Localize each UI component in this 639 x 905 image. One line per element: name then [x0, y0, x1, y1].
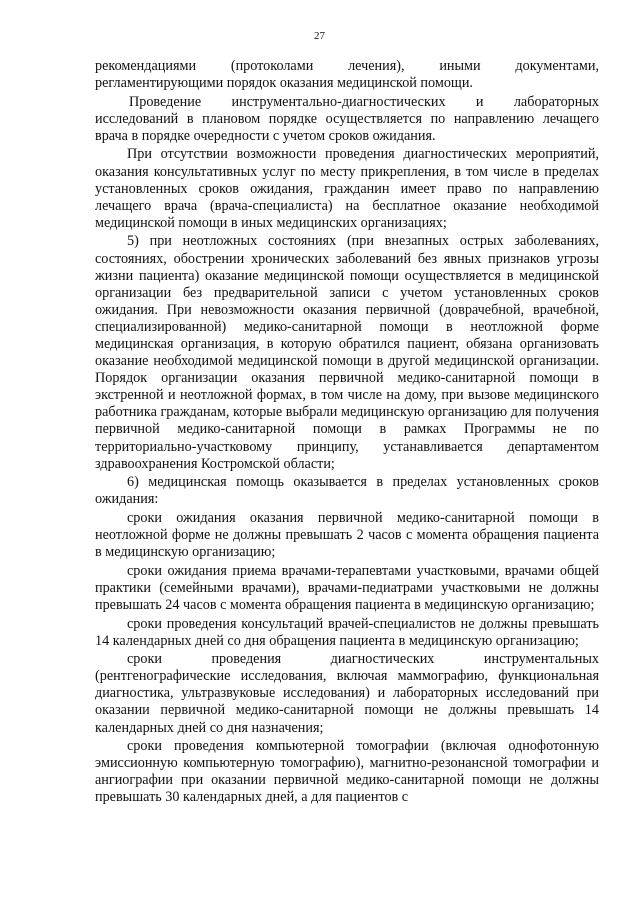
paragraph: 6) медицинская помощь оказывается в пределах установленных сроков ожидания: [95, 474, 599, 508]
paragraph: сроки проведения компьютерной томографии (включая однофотонную эмиссионную компьютерную томографию), магнитно-резонансной томографии и ангиографии при оказании первичной медико-санитарной помощи не должны превышать 30 календарных дней, а для пациентов с [95, 738, 599, 806]
paragraph: сроки проведения диагностических инструментальных (рентгенографические исследования, включая маммографию, функциональная диагностика, ультразвуковые исследования) и лабораторных исследований при оказании первичной медико-санитарной помощи не должны превышать 14 календарных дней со дня назначения; [95, 651, 599, 736]
paragraph: рекомендациями (протоколами лечения), иными документами, регламентирующими порядок оказания медицинской помощи. [95, 58, 599, 92]
paragraph: сроки ожидания приема врачами-терапевтами участковыми, врачами общей практики (семейными врачами), врачами-педиатрами участковыми не должны превышать 24 часов с момента обращения пациента в медицинскую организацию; [95, 562, 599, 613]
paragraph: При отсутствии возможности проведения диагностических мероприятий, оказания консультативных услуг по месту прикрепления, в том числе в пределах установленных сроков ожидания, гражданин имеет право по направлению лечащего врача (врача-специалиста) на бесплатное оказание необходимой медицинской помощи в иных медицинских организациях; [95, 146, 599, 231]
paragraph: сроки проведения консультаций врачей-специалистов не должны превышать 14 календарных дней со дня обращения пациента в медицинскую организацию; [95, 615, 599, 649]
paragraph: сроки ожидания оказания первичной медико-санитарной помощи в неотложной форме не должны превышать 2 часов с момента обращения пациента в медицинскую организацию; [95, 509, 599, 561]
paragraph: 5) при неотложных состояниях (при внезапных острых заболеваниях, состояниях, обострении хронических заболеваний без явных признаков угрозы жизни пациента) оказание медицинской помощи осуществляется в медицинской организации без предварительной записи с учетом установленных сроков ожидания. При невозможности оказания первичной (доврачебной, врачебной, специализированной) медико-санитарной помощи в неотложной форме медицинская организация, в которую обратился пациент, обязана организовать оказание необходимой медицинской помощи в другой медицинской организации. Порядок организации оказания первичной медико-санитарной помощи в экстренной и неотложной формах, в том числе на дому, при вызове медицинского работника гражданам, которые выбрали медицинскую организацию для получения первичной медико-санитарной помощи в рамках Программы не по территориально-участковому принципу, устанавливается департаментом здравоохранения Костромской области; [95, 233, 599, 472]
page-number: 27 [314, 30, 325, 42]
paragraph: Проведение инструментально-диагностических и лабораторных исследований в плановом порядке осуществляется по направлению лечащего врача в порядке очередности с учетом сроков ожидания. [95, 93, 599, 144]
document-body [95, 58, 599, 808]
